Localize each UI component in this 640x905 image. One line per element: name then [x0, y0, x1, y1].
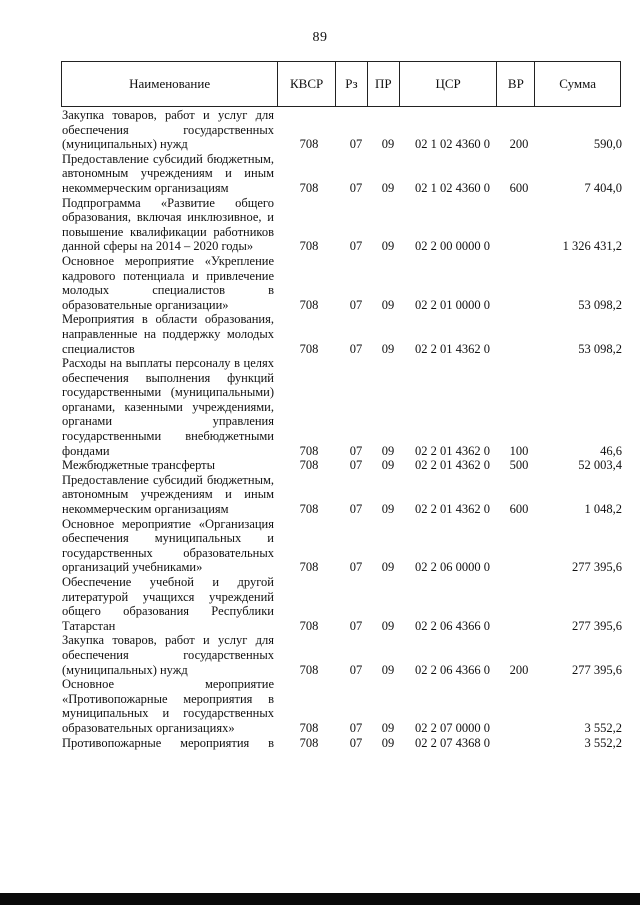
row-kvsr: 708: [299, 180, 319, 195]
row-csr: 02 1 02 4360 0: [415, 180, 490, 195]
row-rz: 07: [349, 720, 363, 735]
row-rz: 07: [349, 239, 363, 254]
row-pr: 09: [381, 180, 395, 195]
table-row: [62, 458, 622, 473]
row-kvsr: 708: [299, 735, 319, 750]
table-row: [62, 677, 622, 735]
row-rz: 07: [349, 297, 363, 312]
table-body: [62, 108, 622, 750]
row-csr: 02 2 00 0000 0: [415, 239, 490, 254]
row-kvsr: 708: [299, 662, 319, 677]
table-row: [62, 517, 622, 575]
header-rz: Рз: [336, 62, 368, 106]
table-row: [62, 108, 622, 152]
header-sum: Сумма: [559, 76, 597, 91]
row-rz: 07: [349, 735, 363, 750]
header-pr: ПР: [368, 62, 400, 106]
page-number: 89: [312, 30, 328, 45]
row-rz: 07: [349, 137, 363, 152]
row-name: Предоставление субсидий бюджетным, автономным учреждениям и иным некоммерческим организациям: [62, 472, 274, 517]
row-name: Закупка товаров, работ и услуг для обеспечения государственных (муниципальных) нужд: [62, 633, 274, 677]
table-row: [62, 473, 622, 517]
row-kvsr: 708: [299, 341, 319, 356]
row-pr: 09: [381, 137, 395, 152]
row-name: Межбюджетные трансферты: [62, 458, 216, 473]
row-csr: 02 2 01 4362 0: [415, 443, 490, 458]
row-name: Основное мероприятие «Укрепление кадрового потенциала и привлечение молодых специалистов в образовательные организации»: [62, 253, 274, 312]
row-rz: 07: [349, 180, 363, 195]
row-csr: 02 2 06 0000 0: [415, 560, 490, 575]
row-sum: 277 395,6: [572, 662, 622, 677]
row-rz: 07: [349, 502, 363, 517]
row-csr: 02 2 01 4362 0: [415, 458, 490, 473]
table-row: [62, 356, 622, 458]
table-row: [62, 575, 622, 633]
row-kvsr: 708: [299, 560, 319, 575]
header-name: Наименование: [62, 62, 278, 106]
row-pr: 09: [381, 560, 395, 575]
row-sum: 3 552,2: [584, 720, 622, 735]
row-sum: 3 552,2: [584, 735, 622, 750]
row-kvsr: 708: [299, 458, 319, 473]
row-name: Мероприятия в области образования, направленные на поддержку молодых специалистов: [62, 312, 274, 356]
row-kvsr: 708: [299, 502, 319, 517]
row-name: Расходы на выплаты персоналу в целях обеспечения выполнения функций государственными (муниципальными) органами, казенными учреждениями, органами управления государственными внебюджетными фондами: [62, 356, 274, 458]
row-pr: 09: [381, 239, 395, 254]
row-vr: 600: [509, 502, 529, 517]
row-sum: 46,6: [600, 443, 622, 458]
table-row: [62, 152, 622, 196]
row-csr: 02 2 01 4362 0: [415, 341, 490, 356]
row-csr: 02 2 01 4362 0: [415, 502, 490, 517]
table-row: [62, 196, 622, 254]
row-pr: 09: [381, 662, 395, 677]
row-csr: 02 2 07 0000 0: [415, 720, 490, 735]
row-pr: 09: [381, 735, 395, 750]
row-vr: 500: [509, 458, 529, 473]
row-kvsr: 708: [299, 239, 319, 254]
row-csr: 02 2 06 4366 0: [415, 662, 490, 677]
header-vr: ВР: [497, 62, 535, 106]
table-header: [61, 61, 621, 107]
row-kvsr: 708: [299, 297, 319, 312]
row-name: Основное мероприятие «Организация обеспечения муниципальных и государственных образовательных организаций учебниками»: [62, 516, 274, 575]
row-rz: 07: [349, 341, 363, 356]
row-name: Противопожарные мероприятия в: [62, 735, 274, 750]
row-pr: 09: [381, 297, 395, 312]
row-rz: 07: [349, 443, 363, 458]
row-vr: 100: [509, 443, 529, 458]
row-vr: 200: [509, 662, 529, 677]
table-row: [62, 312, 622, 356]
row-name: Закупка товаров, работ и услуг для обеспечения государственных (муниципальных) нужд: [62, 108, 274, 152]
table-row: [62, 736, 622, 751]
row-rz: 07: [349, 560, 363, 575]
row-rz: 07: [349, 618, 363, 633]
row-sum: 277 395,6: [572, 618, 622, 633]
row-vr: 200: [509, 137, 529, 152]
row-csr: 02 2 01 0000 0: [415, 297, 490, 312]
row-sum: 1 048,2: [584, 502, 622, 517]
table-row: [62, 633, 622, 677]
row-sum: 590,0: [593, 137, 622, 152]
row-name: Основное мероприятие «Противопожарные мероприятия в муниципальных и государственных образовательных организациях»: [62, 677, 274, 735]
row-rz: 07: [349, 458, 363, 473]
row-pr: 09: [381, 618, 395, 633]
row-pr: 09: [381, 443, 395, 458]
row-sum: 53 098,2: [578, 341, 622, 356]
row-csr: 02 2 06 4366 0: [415, 618, 490, 633]
table-row: [62, 254, 622, 312]
header-kvsr: КВСР: [278, 62, 336, 106]
row-sum: 7 404,0: [584, 180, 622, 195]
row-csr: 02 2 07 4368 0: [415, 735, 490, 750]
row-rz: 07: [349, 662, 363, 677]
row-vr: 600: [509, 180, 529, 195]
row-pr: 09: [381, 458, 395, 473]
header-csr: ЦСР: [400, 62, 498, 106]
row-name: Обеспечение учебной и другой литературой учащихся учреждений общего образования Республики Татарстан: [62, 575, 274, 633]
row-name: Подпрограмма «Развитие общего образования, включая инклюзивное, и повышение квалификации работников данной сферы на 2014 – 2020 годы»: [62, 195, 274, 254]
row-pr: 09: [381, 341, 395, 356]
row-pr: 09: [381, 720, 395, 735]
row-kvsr: 708: [299, 720, 319, 735]
row-pr: 09: [381, 502, 395, 517]
scan-bottom-edge: [0, 893, 640, 905]
row-kvsr: 708: [299, 618, 319, 633]
row-sum: 1 326 431,2: [562, 239, 622, 254]
row-name: Предоставление субсидий бюджетным, автономным учреждениям и иным некоммерческим организациям: [62, 151, 274, 195]
row-csr: 02 1 02 4360 0: [415, 137, 490, 152]
row-sum: 277 395,6: [572, 560, 622, 575]
row-sum: 53 098,2: [578, 297, 622, 312]
row-kvsr: 708: [299, 443, 319, 458]
row-kvsr: 708: [299, 137, 319, 152]
row-sum: 52 003,4: [578, 458, 622, 473]
